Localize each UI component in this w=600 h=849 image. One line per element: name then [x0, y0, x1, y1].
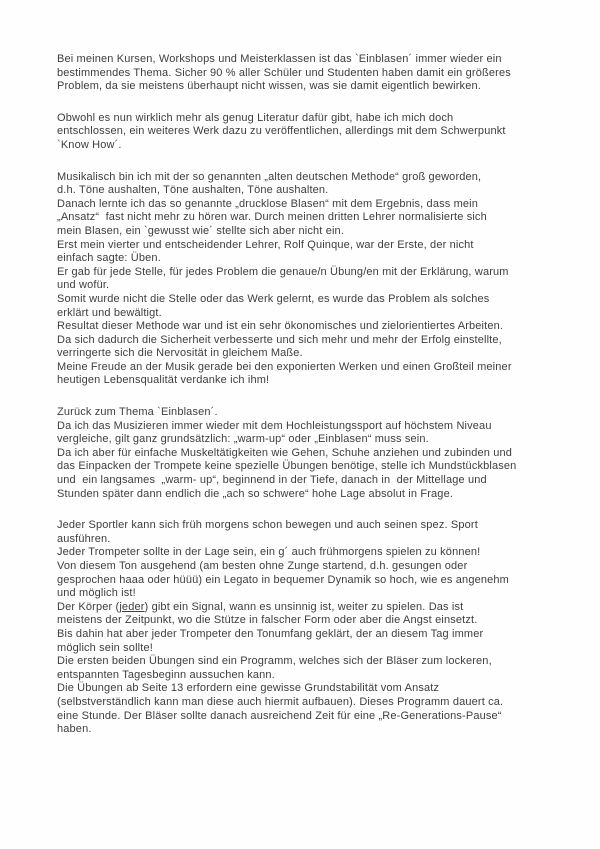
text-line: vergleiche, gilt ganz grundsätzlich: „warm-up“ oder „Einblasen“ muss sein. [57, 433, 429, 446]
text-line: mein Blasen, ein `gewusst wie´ stellte sich aber nicht ein. [57, 224, 345, 237]
text-segment: ) gibt ein Signal, wann es unsinnig ist, weiter zu spielen. Das ist [144, 600, 464, 613]
text-line: bestimmendes Thema. Sicher 90 % aller Schüler und Studenten haben damit ein größeres [57, 66, 511, 79]
text-line: d.h. Töne aushalten, Töne aushalten, Töne aushalten. [57, 184, 329, 197]
text-line: ausführen. [57, 532, 111, 545]
text-line: „Ansatz“ fast nicht mehr zu hören war. Durch meinen dritten Lehrer normalisierte sich [57, 211, 487, 224]
text-line: Musikalisch bin ich mit der so genannten „alten deutschen Methode“ groß geworden, [57, 170, 482, 183]
text-line: Somit wurde nicht die Stelle oder das Werk gelernt, es wurde das Problem als solches [57, 292, 490, 305]
text-line: Jeder Trompeter sollte in der Lage sein, ein g´ auch frühmorgens spielen zu können! [57, 546, 481, 559]
text-line: Da ich aber für einfache Muskeltätigkeiten wie Gehen, Schuhe anziehen und zubinden und [57, 446, 513, 459]
paragraph [57, 112, 549, 153]
text-line: Jeder Sportler kann sich früh morgens schon bewegen und auch seinen spez. Sport [57, 519, 478, 532]
text-line: Erst mein vierter und entscheidender Lehrer, Rolf Quinque, war der Erste, der nicht [57, 238, 474, 251]
text-line: Meine Freude an der Musik gerade bei den exponierten Werken und einen Großteil meiner [57, 360, 512, 373]
paragraph [57, 519, 549, 737]
text-line: Da ich das Musizieren immer wieder mit dem Hochleistungssport auf höchstem Niveau [57, 419, 492, 432]
text-line: und wofür. [57, 279, 110, 292]
text-line: und möglich ist! [57, 587, 136, 600]
text-line: Von diesem Ton ausgehend (am besten ohne Zunge startend, d.h. gesungen oder [57, 560, 468, 572]
text-line: einfach sagte: Üben. [57, 252, 161, 265]
text-line: eine Stunde. Der Bläser sollte danach ausreichend Zeit für eine „Re-Generations-Pause“ [57, 709, 502, 722]
text-line: das Einpacken der Trompete keine spezielle Übungen benötige, stelle ich Mundstückblasen [57, 460, 517, 473]
text-line: entspannten Tagesbeginn aussuchen kann. [57, 668, 275, 681]
text-line: (selbstverständlich kann man diese auch hiermit aufbauen). Dieses Programm dauert ca. [57, 695, 504, 708]
paragraph [57, 171, 549, 389]
text-line: Er gab für jede Stelle, für jedes Problem die genaue/n Übung/en mit der Erklärung, warum [57, 265, 509, 278]
text-line: verringerte sich die Nervosität in gleichem Maße. [57, 347, 303, 360]
text-line: entschlossen, ein weiteres Werk dazu zu veröffentlichen, allerdings mit dem Schwerpunkt [57, 125, 506, 138]
text-line: Zurück zum Thema `Einblasen´. [57, 406, 218, 419]
text-line: Bei meinen Kursen, Workshops und Meisterklassen ist das `Einblasen´ immer wieder ein [57, 53, 502, 65]
text-line: Bis dahin hat aber jeder Trompeter den Tonumfang geklärt, der an diesem Tag immer [57, 627, 484, 640]
text-line: und ein langsames „warm- up“, beginnend in der Tiefe, danach in der Mittellage und [57, 474, 487, 487]
text-line: meistens der Zeitpunkt, wo die Stütze in falscher Form oder aber die Angst einsetzt. [57, 614, 478, 627]
underlined-text: jeder [119, 600, 145, 613]
text-line: `Know How´. [57, 138, 122, 151]
text-line: Problem, da sie meistens überhaupt nicht wissen, was sie damit eigentlich bewirken. [57, 80, 481, 93]
text-segment: Der Körper ( [57, 600, 120, 613]
text-line: erklärt und bewältigt. [57, 306, 162, 319]
text-line: Die Übungen ab Seite 13 erfordern eine gewisse Grundstabilität vom Ansatz [57, 682, 440, 695]
text-line: Da sich dadurch die Sicherheit verbesserte und sich mehr und mehr der Erfolg einstellte, [57, 333, 502, 346]
text-line: Stunden später dann endlich die „ach so schwere“ hohe Lage absolut in Frage. [57, 487, 454, 500]
text-line: Danach lernte ich das so genannte „drucklose Blasen“ mit dem Ergebnis, dass mein [57, 197, 479, 210]
text-line: möglich sein sollte! [57, 641, 153, 654]
document-text [57, 53, 549, 755]
paragraph [57, 53, 549, 94]
text-line: haben. [57, 723, 92, 736]
text-line: Die ersten beiden Übungen sind ein Programm, welches sich der Bläser zum lockeren, [57, 655, 492, 668]
text-line: gesprochen haaa oder hüüü) ein Legato in bequemer Dynamik so hoch, wie es angenehm [57, 573, 509, 586]
paragraph [57, 406, 549, 501]
text-line: Obwohl es nun wirklich mehr als genug Literatur dafür gibt, habe ich mich doch [57, 111, 454, 124]
text-line: Resultat dieser Methode war und ist ein sehr ökonomisches und zielorientiertes Arbeiten. [57, 320, 504, 333]
text-line [57, 601, 549, 615]
text-line: heutigen Lebensqualität verdanke ich ihm! [57, 374, 270, 387]
